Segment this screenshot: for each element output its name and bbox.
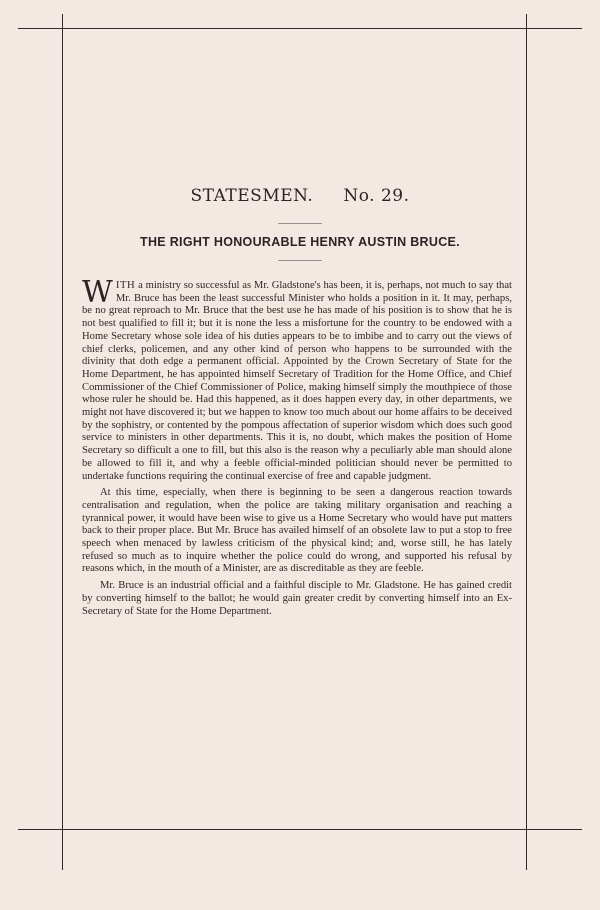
article-body	[82, 275, 512, 622]
left-border-rule	[62, 14, 63, 870]
paragraph-2: At this time, especially, when there is beginning to be seen a dangerous reaction towards centralisation and regulation, when the police are taking military organisation and reaching a tyrannical power, it would have been wise to give us a Home Secretary who would have put matters back to their proper place. But Mr. Bruce has availed himself of an obsolete law to put a stop to free speech when menaced by lawless criticism of the physical kind; and, worse still, he has lately refused so much as to inquire whether the police could do wrong, and supported his refusal by reasons which, in the mouth of a Minister, are as discreditable as they are feeble.	[82, 487, 512, 575]
paragraph-3: Mr. Bruce is an industrial official and a faithful disciple to Mr. Gladstone. He has gained credit by converting himself to the ballot; he would gain greater credit by converting himself into an Ex-Secretary of State for the Home Department.	[82, 580, 512, 617]
first-word-rest: ITH	[115, 280, 136, 291]
series-number: No. 29.	[343, 186, 410, 206]
article-subtitle: THE RIGHT HONOURABLE HENRY AUSTIN BRUCE.	[140, 235, 460, 249]
heading-divider	[278, 223, 322, 224]
paragraph-1-text: a ministry so successful as Mr. Gladstone's has been, it is, perhaps, not much to say that Mr. Bruce has been the least successful Minister who holds a position in it. It may, perhaps, be no great reproach to Mr. Bruce that the best use he has made of his position is to show that he is not best qualified to fill it; but it is none the less a misfortune for the country to be endowed with a Home Secretary whose sole idea of his duties appears to be to imbibe and to carry out the views of chief clerks, policemen, and any other kind of person who happens to be surrounded with the divinity that doth edge a permanent official. Appointed by the Crown Secretary of State for the Home Department, he has appointed himself Secretary of Tradition for the Home Office, and Chief Commissioner of the Chief Commissioner of Police, making himself simply the mouthpiece of those whose ruler he should be. Had this happened, as it does happen every day, in other departments, we might not have discovered it; but we happen to know too much about our home affairs to be deceived by the sophistry, or contented by the pompous affectation of superior wisdom which does such good service to ministers in other departments. This it is, no doubt, which makes the position of Home Secretary so difficult a one to fill, but this also is the reason why a peculiarly able man should alone be allowed to fill it, and why a feeble official-minded politician should never be permitted to undertake functions requiring the continual exercise of free and capable judgment.	[82, 280, 512, 482]
subtitle-divider	[278, 260, 322, 261]
top-border-rule	[18, 28, 582, 29]
drop-cap: W	[82, 275, 113, 310]
paragraph-1	[82, 275, 512, 483]
series-title: STATESMEN.	[190, 186, 314, 206]
bottom-border-rule	[18, 829, 582, 830]
series-heading	[0, 186, 600, 206]
right-border-rule	[526, 14, 527, 870]
